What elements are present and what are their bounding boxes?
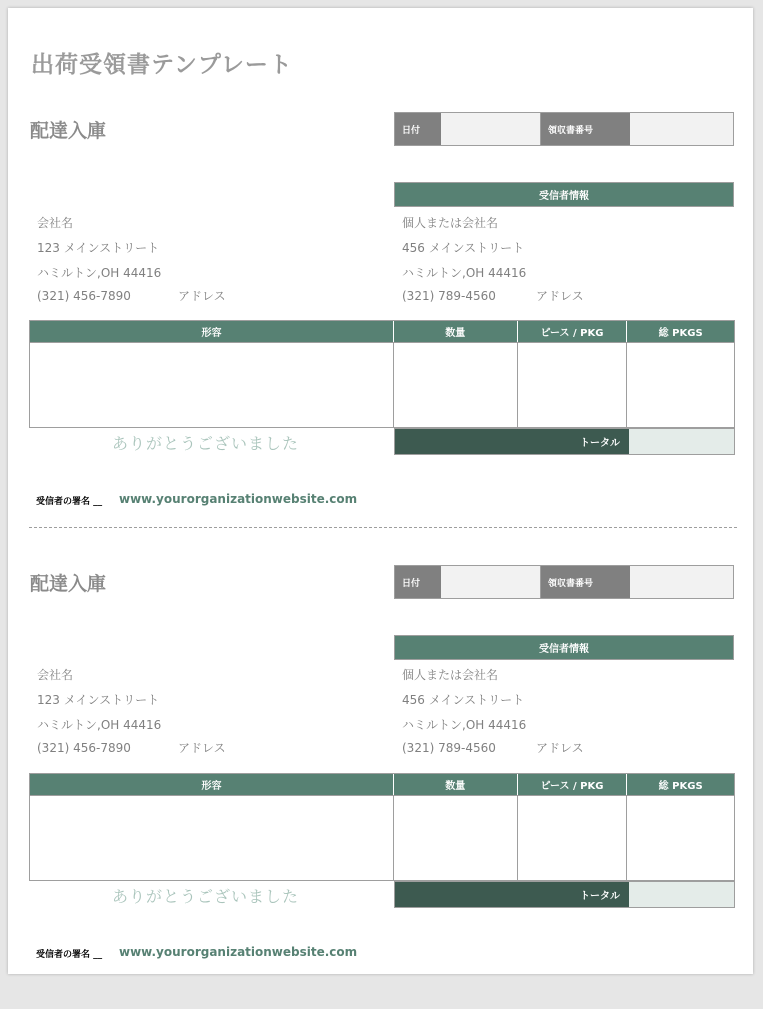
column-header-total-pkgs: 総 PKGS	[658, 781, 703, 792]
recipient-address-label: アドレス	[536, 741, 584, 755]
sender-street: 123 メインストリート	[37, 693, 160, 707]
recipient-address-label: アドレス	[536, 289, 584, 303]
total-row	[394, 428, 735, 455]
section-title: 配達入庫	[30, 573, 107, 595]
quantity-cell[interactable]	[394, 343, 518, 427]
date-label: 日付	[395, 566, 441, 598]
recipient-city: ハミルトン,OH 44416	[402, 718, 527, 732]
section-title: 配達入庫	[30, 120, 107, 142]
recipient-info-header: 受信者情報	[394, 182, 734, 207]
document-title: 出荷受領書テンプレート	[31, 52, 293, 78]
recipient-street: 456 メインストリート	[402, 241, 525, 255]
thank-you-message: ありがとうございました	[112, 887, 300, 906]
signature-label: 受信者の署名 __	[36, 950, 103, 960]
total-row	[394, 881, 735, 908]
column-header-quantity: 数量	[394, 774, 518, 795]
pieces-per-pkg-cell[interactable]	[518, 343, 628, 427]
total-pkgs-cell[interactable]	[627, 343, 734, 427]
sender-phone: (321) 456-7890	[37, 289, 131, 303]
sender-city: ハミルトン,OH 44416	[37, 718, 162, 732]
items-table-header	[29, 773, 735, 796]
recipient-name: 個人または会社名	[402, 668, 499, 682]
recipient-info-header: 受信者情報	[394, 635, 734, 660]
receipt-number-field[interactable]	[630, 113, 733, 145]
table-row	[29, 343, 735, 428]
column-header-pieces-per-pkg: ピース / PKG	[518, 321, 628, 342]
section-divider	[29, 527, 737, 528]
recipient-phone: (321) 789-4560	[402, 741, 496, 755]
table-row	[29, 796, 735, 881]
date-field[interactable]	[441, 113, 541, 145]
header-fields	[394, 565, 734, 599]
column-header-total-pkgs: 総 PKGS	[658, 328, 703, 339]
sender-company: 会社名	[37, 668, 74, 682]
recipient-phone: (321) 789-4560	[402, 289, 496, 303]
column-header-pieces-per-pkg: ピース / PKG	[518, 774, 628, 795]
column-header-quantity: 数量	[394, 321, 518, 342]
website-link[interactable]: www.yourorganizationwebsite.com	[119, 945, 358, 959]
header-fields	[394, 112, 734, 146]
sender-company: 会社名	[37, 216, 74, 230]
sender-city: ハミルトン,OH 44416	[37, 266, 162, 280]
signature-label: 受信者の署名 __	[36, 497, 103, 507]
document-page	[8, 8, 753, 974]
sender-address-label: アドレス	[178, 741, 226, 755]
total-label: トータル	[395, 429, 629, 454]
receipt-section-2	[8, 569, 753, 1009]
date-label: 日付	[395, 113, 441, 145]
recipient-name: 個人または会社名	[402, 216, 499, 230]
total-label: トータル	[395, 882, 629, 907]
sender-street: 123 メインストリート	[37, 241, 160, 255]
total-value-field[interactable]	[629, 882, 734, 907]
date-field[interactable]	[441, 566, 541, 598]
sender-address-label: アドレス	[178, 289, 226, 303]
recipient-city: ハミルトン,OH 44416	[402, 266, 527, 280]
receipt-section-1	[8, 116, 753, 556]
items-table	[29, 320, 735, 428]
column-header-description: 形容	[30, 774, 394, 795]
description-cell[interactable]	[30, 343, 394, 427]
recipient-street: 456 メインストリート	[402, 693, 525, 707]
description-cell[interactable]	[30, 796, 394, 880]
thank-you-message: ありがとうございました	[112, 434, 300, 453]
sender-phone: (321) 456-7890	[37, 741, 131, 755]
total-value-field[interactable]	[629, 429, 734, 454]
receipt-number-field[interactable]	[630, 566, 733, 598]
website-link[interactable]: www.yourorganizationwebsite.com	[119, 492, 358, 506]
quantity-cell[interactable]	[394, 796, 518, 880]
column-header-description: 形容	[30, 321, 394, 342]
receipt-number-label: 領収書番号	[541, 566, 630, 598]
items-table-header	[29, 320, 735, 343]
total-pkgs-cell[interactable]	[627, 796, 734, 880]
receipt-number-label: 領収書番号	[541, 113, 630, 145]
pieces-per-pkg-cell[interactable]	[518, 796, 628, 880]
items-table	[29, 773, 735, 881]
